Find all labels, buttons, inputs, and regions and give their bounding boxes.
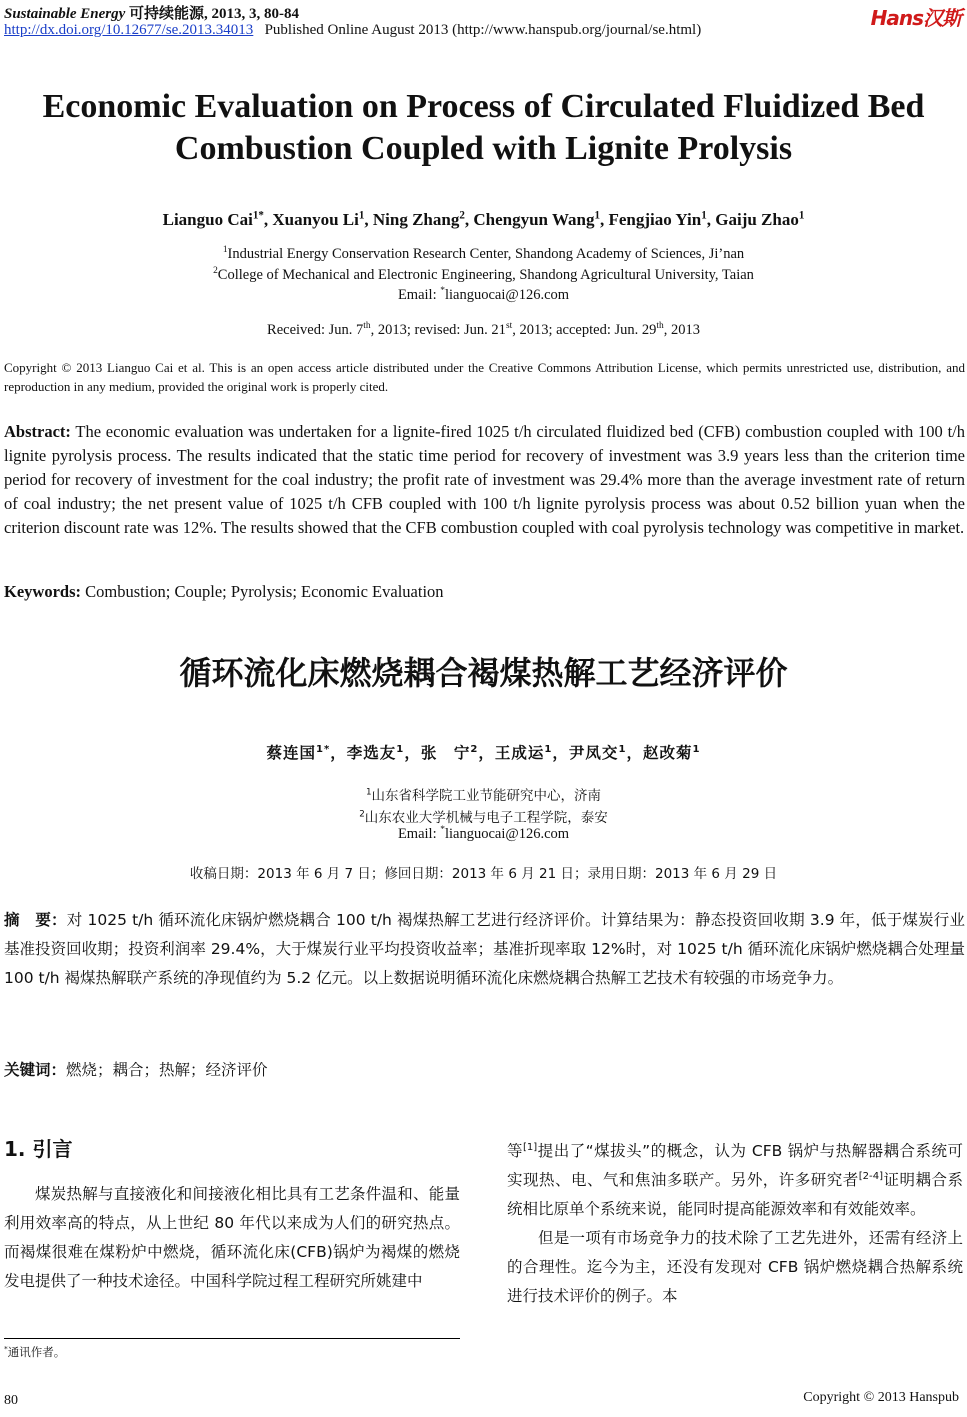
keywords-text: Combustion; Couple; Pyrolysis; Economic Evaluation: [81, 582, 444, 601]
authors-en: Lianguo Cai$^{1*}$, Xuanyou Li$^1$, Ning Zhang$^2$, Chengyun Wang$^1$, Fengjiao Yin$^1$, Gaiju Zhao$^1$: [162, 209, 805, 229]
hans-logo: [871, 2, 961, 31]
affiliation-cn-1: $^1$山东省科学院工业节能研究中心，济南: [365, 787, 602, 804]
intro-paragraph: 等[1]提出了“煤拔头”的概念，认为 CFB 锅炉与热解器耦合系统可实现热、电、气和焦油多联产。另外，许多研究者[2-4]证明耦合系统相比原单个系统来说，能同时提高能源效率和有效能效率。: [507, 1141, 963, 1218]
author-cn: 尹凤交: [568, 744, 619, 762]
intro-left-column: 煤炭热解与直接液化和间接液化相比具有工艺条件温和、能量利用效率高的特点，从上世纪 80 年代以来成为人们的研究热点。而褐煤很难在煤粉炉中燃烧，循环流化床(CFB)锅炉为褐煤的燃烧发电提供了一种技术途径。中国科学院过程工程研究所姚建中: [4, 1185, 460, 1290]
journal-name-cn: 可持续能源: [129, 6, 205, 22]
intro-right-column: [507, 1137, 963, 1311]
author: Ning Zhang: [372, 210, 460, 229]
abstract-cn: [4, 906, 965, 993]
keywords-label: Keywords:: [4, 582, 81, 601]
journal-header: [4, 2, 299, 23]
citation[interactable]: [2-4]: [858, 1170, 884, 1182]
email-address-cn: lianguocai@126.com: [444, 826, 570, 842]
copyright-notice: Copyright © 2013 Lianguo Cai et al. This is an open access article distributed under the Creative Commons Attribution License, which permits unrestricted use, distribution, and reproduction in any medium, provided the original work is properly cited.: [4, 360, 965, 394]
author: Xuanyou Li: [272, 210, 359, 229]
email-address: lianguocai@126.com: [444, 287, 570, 303]
author: Gaiju Zhao: [715, 210, 799, 229]
logo-text-cn: 汉斯: [923, 6, 961, 30]
author: Lianguo Cai: [162, 210, 253, 229]
dates-en: Received: Jun. 7th, 2013; revised: Jun. 21st, 2013; accepted: Jun. 29th, 2013: [267, 321, 700, 338]
author-cn: 李选友: [346, 744, 397, 762]
paper-title-cn: 循环流化床燃烧耦合褐煤热解工艺经济评价: [179, 654, 788, 692]
doi-link[interactable]: http://dx.doi.org/10.12677/se.2013.34013: [4, 22, 254, 38]
abstract-text-cn: 对 1025 t/h 循环流化床锅炉燃烧耦合 100 t/h 褐煤热解工艺进行经济评价。计算结果为：静态投资回收期 3.9 年，低于煤炭行业基准投资回收期；投资利润率 29.4%，大于煤炭行业平均投资收益率；基准折现率取 12%时，对 1025 t/h 循环流化床锅炉燃烧耦合处理量 100 t/h 褐煤热解联产系统的净现值约为 5.2 亿元。以上数据说明循环流化床燃烧耦合热解工艺技术有较强的市场竞争力。: [4, 911, 965, 987]
citation[interactable]: [1]: [522, 1141, 538, 1153]
journal-name-en: Sustainable Energy: [4, 6, 126, 22]
affiliation-en-1: $^1$Industrial Energy Conservation Research Center, Shandong Academy of Sciences, Ji’nan: [222, 245, 745, 262]
keywords-en: [4, 580, 965, 604]
author-cn: 赵改菊: [642, 744, 693, 762]
published-online: Published Online August 2013 (http://www.hanspub.org/journal/se.html): [264, 22, 702, 38]
paper-title-en: Economic Evaluation on Process of Circulated Fluidized Bed Combustion Coupled with Lignite Prolysis: [42, 88, 925, 167]
abstract-en: [4, 420, 965, 540]
abstract-text: The economic evaluation was undertaken for a lignite-fired 1025 t/h circulated fluidized bed (CFB) combustion coupled with 100 t/h lignite pyrolysis process. The results indicated that the static time period for recovery of investment was 3.9 years less than the criterion time period for recovery of investment for the coal industry; the profit rate of investment was 29.4% more than the average investment rate of return of coal industry; the net present value of 1025 t/h CFB coupled with 100 t/h lignite pyrolysis process was about 0.52 billion yuan when the criterion discount rate was 12%. The results showed that the CFB combustion coupled with coal pyrolysis technology was competitive in market.: [4, 422, 965, 537]
keywords-cn: [4, 1056, 965, 1085]
doi-line: [4, 22, 701, 39]
footnote-divider: [4, 1338, 460, 1339]
affiliation-cn-2: $^2$山东农业大学机械与电子工程学院，泰安: [359, 809, 608, 826]
footnote: *通讯作者。: [4, 1344, 66, 1359]
intro-paragraph: 但是一项有市场竞争力的技术除了工艺先进外，还需有经济上的合理性。迄今为主，还没有发现对 CFB 锅炉燃烧耦合热解系统进行技术评价的例子。本: [507, 1229, 963, 1305]
author-cn: 王成运: [494, 744, 545, 762]
logo-text-en: Hans: [870, 6, 923, 30]
section-heading-introduction: 1. 引言: [4, 1137, 73, 1161]
author-cn: 蔡连国: [266, 744, 316, 762]
journal-issue: , 2013, 3, 80-84: [204, 6, 300, 22]
abstract-label-cn: 摘 要：: [4, 911, 67, 929]
email-cn: Email: *lianguocai@126.com: [397, 825, 570, 842]
author: Chengyun Wang: [473, 210, 595, 229]
abstract-label: Abstract:: [4, 422, 71, 441]
keywords-text-cn: 燃烧；耦合；热解；经济评价: [66, 1061, 268, 1079]
affiliation-en-2: $^2$College of Mechanical and Electronic Engineering, Shandong Agricultural University, Taian: [213, 266, 754, 283]
dates-cn: 收稿日期：2013 年 6 月 7 日；修回日期：2013 年 6 月 21 日；录用日期：2013 年 6 月 29 日: [189, 866, 778, 882]
author: Fengjiao Yin: [608, 210, 702, 229]
author-cn: 张 宁: [420, 744, 471, 762]
authors-cn: 蔡连国$^{1*}$，李选友$^1$，张 宁$^2$，王成运$^1$，尹凤交$^1$，赵改菊$^1$: [266, 743, 701, 762]
keywords-label-cn: 关键词：: [4, 1061, 67, 1079]
email-en: Email: *lianguocai@126.com: [397, 286, 570, 303]
footer-copyright: Copyright © 2013 Hanspub: [803, 1390, 959, 1405]
page-number: 80: [4, 1393, 18, 1408]
